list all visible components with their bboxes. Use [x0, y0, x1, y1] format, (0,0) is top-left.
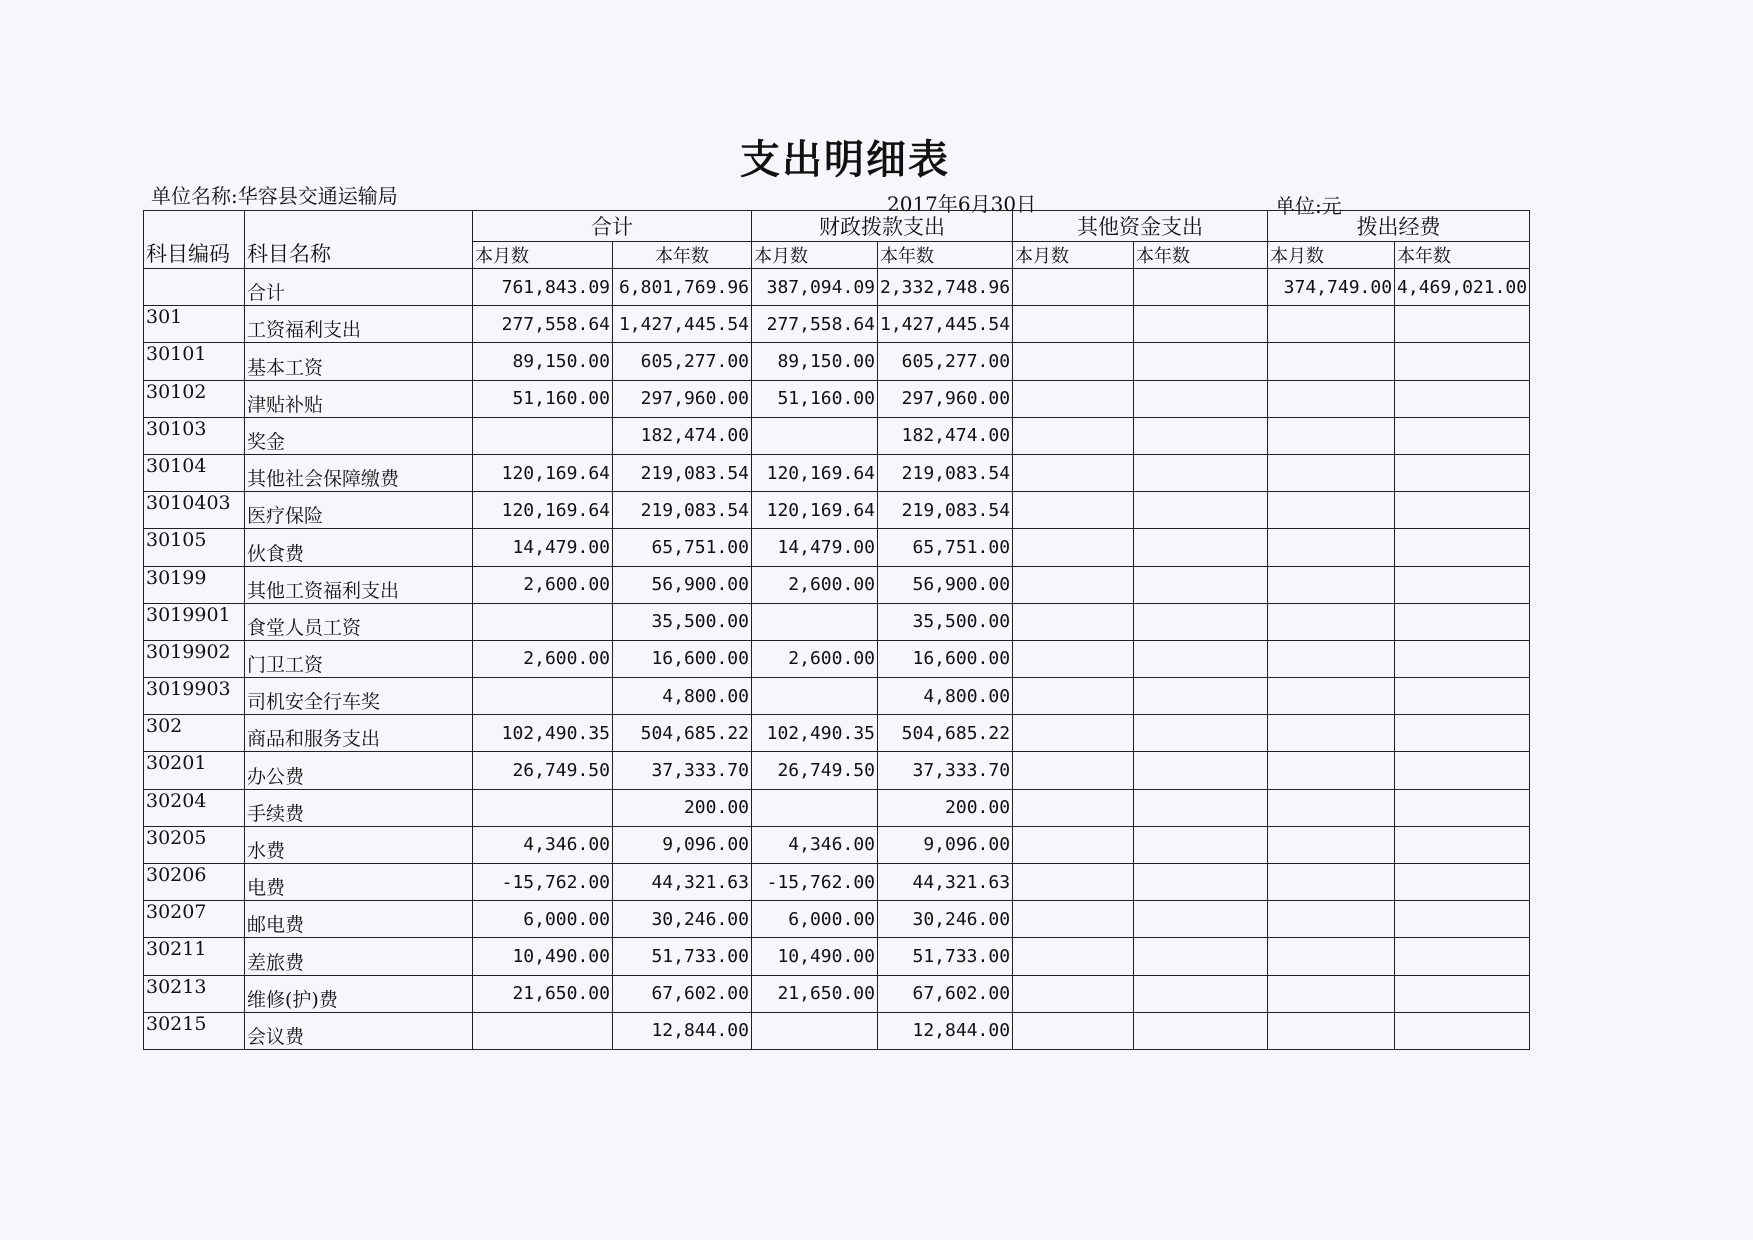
other-month-cell	[1013, 938, 1134, 975]
code-cell: 30206	[144, 864, 245, 901]
allocated-month-cell	[1268, 454, 1395, 491]
table-row	[144, 938, 1530, 975]
expense-table	[143, 210, 1530, 1050]
allocated-month-cell	[1268, 566, 1395, 603]
table-row	[144, 864, 1530, 901]
total-year-cell: 219,083.54	[613, 492, 752, 529]
code-cell: 3010403	[144, 492, 245, 529]
other-year-cell	[1134, 417, 1268, 454]
fiscal-year-cell: 4,800.00	[878, 678, 1013, 715]
other-month-cell	[1013, 640, 1134, 677]
allocated-month-cell	[1268, 640, 1395, 677]
fiscal-month-cell: -15,762.00	[752, 864, 878, 901]
code-cell: 3019902	[144, 640, 245, 677]
fiscal-year-cell: 219,083.54	[878, 454, 1013, 491]
allocated-month-cell	[1268, 1012, 1395, 1049]
other-month-cell	[1013, 789, 1134, 826]
total-year-cell: 4,800.00	[613, 678, 752, 715]
fiscal-year-cell: 504,685.22	[878, 715, 1013, 752]
total-year-cell: 605,277.00	[613, 343, 752, 380]
name-cell: 医疗保险	[245, 492, 473, 529]
name-cell: 基本工资	[245, 343, 473, 380]
total-month-cell: 51,160.00	[473, 380, 613, 417]
code-cell: 30204	[144, 789, 245, 826]
fiscal-month-cell: 89,150.00	[752, 343, 878, 380]
code-cell: 30103	[144, 417, 245, 454]
other-month-cell	[1013, 269, 1134, 306]
code-cell: 30201	[144, 752, 245, 789]
total-month-cell: 120,169.64	[473, 454, 613, 491]
table-row	[144, 380, 1530, 417]
other-year-cell	[1134, 454, 1268, 491]
total-month-cell: 89,150.00	[473, 343, 613, 380]
other-year-cell	[1134, 603, 1268, 640]
fiscal-month-cell: 6,000.00	[752, 901, 878, 938]
allocated-year-cell	[1395, 640, 1530, 677]
total-month-cell: -15,762.00	[473, 864, 613, 901]
other-month-cell	[1013, 826, 1134, 863]
other-year-cell	[1134, 566, 1268, 603]
allocated-year-cell	[1395, 789, 1530, 826]
other-year-cell	[1134, 640, 1268, 677]
allocated-year-cell	[1395, 380, 1530, 417]
code-cell: 30101	[144, 343, 245, 380]
name-cell: 维修(护)费	[245, 975, 473, 1012]
other-month-cell	[1013, 417, 1134, 454]
allocated-year-cell: 4,469,021.00	[1395, 269, 1530, 306]
name-cell: 合计	[245, 269, 473, 306]
name-cell: 邮电费	[245, 901, 473, 938]
total-month-cell: 10,490.00	[473, 938, 613, 975]
total-year-cell: 1,427,445.54	[613, 306, 752, 343]
page-title: 支出明细表	[740, 136, 950, 183]
header-group-fiscal: 财政拨款支出	[752, 211, 1013, 242]
other-year-cell	[1134, 343, 1268, 380]
header-year: 本年数	[1395, 242, 1530, 269]
code-cell: 30211	[144, 938, 245, 975]
other-month-cell	[1013, 492, 1134, 529]
name-cell: 水费	[245, 826, 473, 863]
allocated-month-cell	[1268, 529, 1395, 566]
code-cell: 30215	[144, 1012, 245, 1049]
other-year-cell	[1134, 752, 1268, 789]
total-month-cell	[473, 603, 613, 640]
table-row	[144, 603, 1530, 640]
table-row	[144, 752, 1530, 789]
fiscal-month-cell: 4,346.00	[752, 826, 878, 863]
total-year-cell: 297,960.00	[613, 380, 752, 417]
table-row	[144, 715, 1530, 752]
total-month-cell: 21,650.00	[473, 975, 613, 1012]
other-month-cell	[1013, 752, 1134, 789]
total-year-cell: 12,844.00	[613, 1012, 752, 1049]
name-cell: 差旅费	[245, 938, 473, 975]
fiscal-month-cell: 26,749.50	[752, 752, 878, 789]
fiscal-month-cell: 10,490.00	[752, 938, 878, 975]
code-cell: 30105	[144, 529, 245, 566]
other-month-cell	[1013, 603, 1134, 640]
table-row	[144, 454, 1530, 491]
total-month-cell: 102,490.35	[473, 715, 613, 752]
name-cell: 其他工资福利支出	[245, 566, 473, 603]
report-date: 2017年6月30日	[887, 192, 1037, 216]
fiscal-year-cell: 219,083.54	[878, 492, 1013, 529]
table-row	[144, 306, 1530, 343]
other-month-cell	[1013, 343, 1134, 380]
other-year-cell	[1134, 678, 1268, 715]
total-year-cell: 44,321.63	[613, 864, 752, 901]
total-month-cell: 6,000.00	[473, 901, 613, 938]
table-row	[144, 975, 1530, 1012]
allocated-month-cell: 374,749.00	[1268, 269, 1395, 306]
total-month-cell: 761,843.09	[473, 269, 613, 306]
allocated-year-cell	[1395, 826, 1530, 863]
allocated-year-cell	[1395, 529, 1530, 566]
name-cell: 其他社会保障缴费	[245, 454, 473, 491]
header-year: 本年数	[878, 242, 1013, 269]
header-month: 本月数	[1268, 242, 1395, 269]
fiscal-year-cell: 297,960.00	[878, 380, 1013, 417]
total-year-cell: 16,600.00	[613, 640, 752, 677]
total-month-cell	[473, 678, 613, 715]
unit-name: 单位名称:华容县交通运输局	[151, 184, 398, 208]
allocated-month-cell	[1268, 417, 1395, 454]
allocated-year-cell	[1395, 343, 1530, 380]
allocated-year-cell	[1395, 417, 1530, 454]
name-cell: 手续费	[245, 789, 473, 826]
header-code: 科目编码	[144, 211, 245, 269]
total-year-cell: 504,685.22	[613, 715, 752, 752]
table-row	[144, 678, 1530, 715]
allocated-month-cell	[1268, 789, 1395, 826]
allocated-month-cell	[1268, 380, 1395, 417]
allocated-month-cell	[1268, 306, 1395, 343]
other-year-cell	[1134, 826, 1268, 863]
other-month-cell	[1013, 1012, 1134, 1049]
fiscal-year-cell: 9,096.00	[878, 826, 1013, 863]
name-cell: 办公费	[245, 752, 473, 789]
code-cell	[144, 269, 245, 306]
total-year-cell: 37,333.70	[613, 752, 752, 789]
fiscal-month-cell: 102,490.35	[752, 715, 878, 752]
other-month-cell	[1013, 901, 1134, 938]
total-year-cell: 65,751.00	[613, 529, 752, 566]
total-year-cell: 9,096.00	[613, 826, 752, 863]
allocated-month-cell	[1268, 752, 1395, 789]
total-year-cell: 219,083.54	[613, 454, 752, 491]
allocated-year-cell	[1395, 752, 1530, 789]
total-month-cell: 26,749.50	[473, 752, 613, 789]
allocated-month-cell	[1268, 901, 1395, 938]
name-cell: 门卫工资	[245, 640, 473, 677]
total-month-cell: 2,600.00	[473, 640, 613, 677]
code-cell: 30205	[144, 826, 245, 863]
other-month-cell	[1013, 715, 1134, 752]
code-cell: 30199	[144, 566, 245, 603]
allocated-year-cell	[1395, 306, 1530, 343]
code-cell: 302	[144, 715, 245, 752]
other-month-cell	[1013, 566, 1134, 603]
other-year-cell	[1134, 938, 1268, 975]
table-row	[144, 1012, 1530, 1049]
allocated-year-cell	[1395, 678, 1530, 715]
table-row	[144, 343, 1530, 380]
table-row	[144, 901, 1530, 938]
other-year-cell	[1134, 901, 1268, 938]
table-row	[144, 640, 1530, 677]
fiscal-year-cell: 16,600.00	[878, 640, 1013, 677]
name-cell: 津贴补贴	[245, 380, 473, 417]
fiscal-year-cell: 67,602.00	[878, 975, 1013, 1012]
allocated-year-cell	[1395, 975, 1530, 1012]
other-month-cell	[1013, 975, 1134, 1012]
allocated-month-cell	[1268, 603, 1395, 640]
total-month-cell	[473, 789, 613, 826]
fiscal-year-cell: 44,321.63	[878, 864, 1013, 901]
allocated-month-cell	[1268, 826, 1395, 863]
fiscal-year-cell: 56,900.00	[878, 566, 1013, 603]
fiscal-year-cell: 65,751.00	[878, 529, 1013, 566]
total-year-cell: 67,602.00	[613, 975, 752, 1012]
fiscal-month-cell: 120,169.64	[752, 492, 878, 529]
allocated-year-cell	[1395, 901, 1530, 938]
other-month-cell	[1013, 529, 1134, 566]
total-month-cell: 2,600.00	[473, 566, 613, 603]
header-year: 本年数	[1134, 242, 1268, 269]
total-year-cell: 30,246.00	[613, 901, 752, 938]
name-cell: 工资福利支出	[245, 306, 473, 343]
code-cell: 3019901	[144, 603, 245, 640]
total-year-cell: 6,801,769.96	[613, 269, 752, 306]
fiscal-month-cell	[752, 678, 878, 715]
code-cell: 30213	[144, 975, 245, 1012]
header-group-total: 合计	[473, 211, 752, 242]
other-month-cell	[1013, 306, 1134, 343]
other-year-cell	[1134, 1012, 1268, 1049]
header-year: 本年数	[613, 242, 752, 269]
total-month-cell: 4,346.00	[473, 826, 613, 863]
fiscal-year-cell: 37,333.70	[878, 752, 1013, 789]
other-year-cell	[1134, 715, 1268, 752]
code-cell: 30104	[144, 454, 245, 491]
header-group-other: 其他资金支出	[1013, 211, 1268, 242]
total-year-cell: 51,733.00	[613, 938, 752, 975]
total-month-cell	[473, 417, 613, 454]
fiscal-year-cell: 12,844.00	[878, 1012, 1013, 1049]
other-year-cell	[1134, 492, 1268, 529]
allocated-month-cell	[1268, 492, 1395, 529]
allocated-year-cell	[1395, 603, 1530, 640]
table-row	[144, 789, 1530, 826]
fiscal-year-cell: 51,733.00	[878, 938, 1013, 975]
other-month-cell	[1013, 864, 1134, 901]
table-row	[144, 826, 1530, 863]
other-month-cell	[1013, 454, 1134, 491]
name-cell: 电费	[245, 864, 473, 901]
other-year-cell	[1134, 529, 1268, 566]
fiscal-month-cell	[752, 1012, 878, 1049]
other-year-cell	[1134, 306, 1268, 343]
allocated-year-cell	[1395, 938, 1530, 975]
total-month-cell: 277,558.64	[473, 306, 613, 343]
code-cell: 30102	[144, 380, 245, 417]
header-month: 本月数	[1013, 242, 1134, 269]
table-row	[144, 529, 1530, 566]
total-month-cell	[473, 1012, 613, 1049]
allocated-year-cell	[1395, 864, 1530, 901]
total-year-cell: 56,900.00	[613, 566, 752, 603]
fiscal-month-cell	[752, 789, 878, 826]
code-cell: 30207	[144, 901, 245, 938]
name-cell: 商品和服务支出	[245, 715, 473, 752]
fiscal-year-cell: 30,246.00	[878, 901, 1013, 938]
fiscal-month-cell: 21,650.00	[752, 975, 878, 1012]
allocated-month-cell	[1268, 975, 1395, 1012]
table-row	[144, 492, 1530, 529]
header-month: 本月数	[473, 242, 613, 269]
table-row	[144, 269, 1530, 306]
fiscal-year-cell: 200.00	[878, 789, 1013, 826]
total-month-cell: 120,169.64	[473, 492, 613, 529]
fiscal-year-cell: 182,474.00	[878, 417, 1013, 454]
fiscal-year-cell: 1,427,445.54	[878, 306, 1013, 343]
code-cell: 3019903	[144, 678, 245, 715]
allocated-year-cell	[1395, 566, 1530, 603]
total-year-cell: 200.00	[613, 789, 752, 826]
fiscal-month-cell: 120,169.64	[752, 454, 878, 491]
other-year-cell	[1134, 975, 1268, 1012]
other-year-cell	[1134, 864, 1268, 901]
other-year-cell	[1134, 380, 1268, 417]
name-cell: 食堂人员工资	[245, 603, 473, 640]
allocated-month-cell	[1268, 715, 1395, 752]
name-cell: 伙食费	[245, 529, 473, 566]
fiscal-month-cell: 14,479.00	[752, 529, 878, 566]
header-month: 本月数	[752, 242, 878, 269]
fiscal-year-cell: 35,500.00	[878, 603, 1013, 640]
other-month-cell	[1013, 380, 1134, 417]
fiscal-month-cell: 2,600.00	[752, 566, 878, 603]
header-group-allocated: 拨出经费	[1268, 211, 1530, 242]
allocated-month-cell	[1268, 938, 1395, 975]
name-cell: 会议费	[245, 1012, 473, 1049]
fiscal-month-cell	[752, 603, 878, 640]
allocated-year-cell	[1395, 1012, 1530, 1049]
allocated-year-cell	[1395, 492, 1530, 529]
fiscal-year-cell: 605,277.00	[878, 343, 1013, 380]
fiscal-month-cell: 2,600.00	[752, 640, 878, 677]
other-year-cell	[1134, 789, 1268, 826]
other-year-cell	[1134, 269, 1268, 306]
name-cell: 司机安全行车奖	[245, 678, 473, 715]
fiscal-year-cell: 2,332,748.96	[878, 269, 1013, 306]
fiscal-month-cell	[752, 417, 878, 454]
currency-unit: 单位:元	[1275, 194, 1342, 218]
other-month-cell	[1013, 678, 1134, 715]
table-row	[144, 566, 1530, 603]
allocated-month-cell	[1268, 343, 1395, 380]
total-year-cell: 182,474.00	[613, 417, 752, 454]
fiscal-month-cell: 277,558.64	[752, 306, 878, 343]
name-cell: 奖金	[245, 417, 473, 454]
fiscal-month-cell: 51,160.00	[752, 380, 878, 417]
total-year-cell: 35,500.00	[613, 603, 752, 640]
code-cell: 301	[144, 306, 245, 343]
allocated-year-cell	[1395, 715, 1530, 752]
table-row	[144, 417, 1530, 454]
total-month-cell: 14,479.00	[473, 529, 613, 566]
fiscal-month-cell: 387,094.09	[752, 269, 878, 306]
allocated-year-cell	[1395, 454, 1530, 491]
header-name: 科目名称	[245, 211, 473, 269]
allocated-month-cell	[1268, 678, 1395, 715]
allocated-month-cell	[1268, 864, 1395, 901]
